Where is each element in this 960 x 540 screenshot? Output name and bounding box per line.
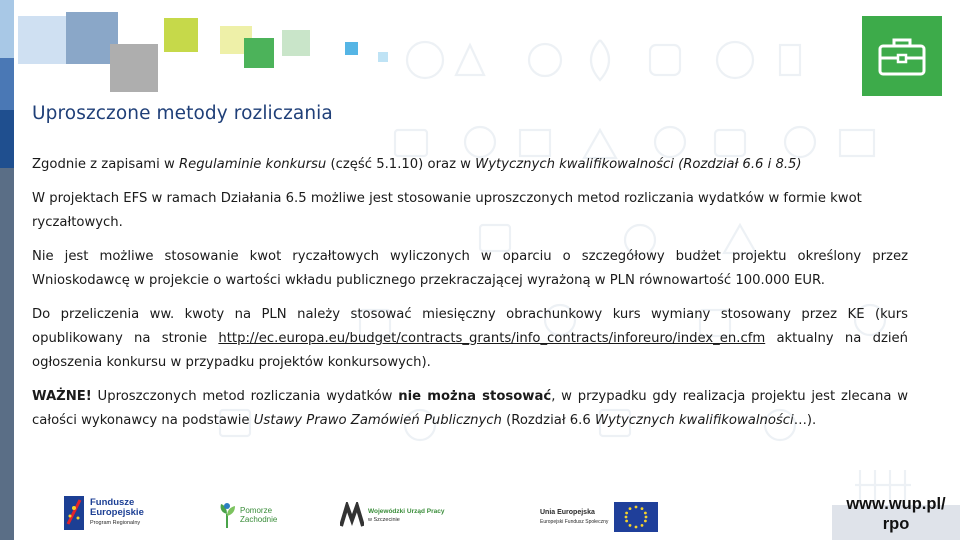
- logo-pomorze-zachodnie: [216, 500, 277, 530]
- briefcase-icon: [876, 34, 928, 78]
- paragraph-efs-methods: W projektach EFS w ramach Działania 6.5 możliwe jest stosowanie uproszczonych metod rozliczania wydatków w formie kwot ryczałtowych.: [32, 191, 862, 230]
- left-color-strip: [0, 0, 14, 540]
- url-line1: www.wup.pl/: [846, 495, 946, 513]
- deco-square-6: [244, 38, 274, 68]
- p4-text-b: aktualny na dzień ogłoszenia konkursu w przypadku projektów konkursowych).: [32, 331, 908, 370]
- paragraph-budget-limit: Nie jest możliwe stosowanie kwot ryczałtowych wyliczonych w oparciu o szczegółowy budżet projektu określony przez Wnioskodawcę w projekcie o wartości wkładu publicznego przekraczającej wyrażoną w PLN równowartość 100.000 EUR.: [32, 249, 908, 288]
- header-icon-box: [862, 16, 942, 96]
- p1-text-c: (część 5.1.10) oraz w: [326, 157, 476, 172]
- p5-text-g: Wytycznych kwalifikowalności: [594, 413, 794, 428]
- paragraph-exchange-rate: [32, 303, 908, 375]
- page-title: Uproszczone metody rozliczania: [32, 103, 333, 124]
- p1-text-b: Regulaminie konkursu: [178, 157, 327, 172]
- main-content: [32, 153, 908, 443]
- url-line2: rpo: [882, 515, 910, 533]
- deco-square-9: [378, 52, 388, 62]
- p5-text-e: Ustawy Prawo Zamówień Publicznych: [253, 413, 502, 428]
- p1-text-a: Zgodnie z zapisami w: [32, 157, 179, 172]
- deco-square-4: [164, 18, 198, 52]
- logo-fundusze-europejskie: [64, 494, 144, 532]
- important-label: WAŻNE!: [32, 389, 92, 404]
- eu-flag-icon: [614, 502, 658, 532]
- deco-square-7: [282, 30, 310, 56]
- fe-star-icon: [64, 494, 86, 532]
- wup-line1: Wojewódzki Urząd Pracy: [368, 507, 445, 515]
- paragraph-regulations: [32, 153, 908, 177]
- p5-text-b: Uproszczonych metod rozliczania wydatków: [91, 389, 399, 404]
- fe-line2: Europejskie: [90, 507, 144, 518]
- pomorze-flower-icon: [216, 500, 238, 530]
- p1-text-d: Wytycznych kwalifikowalności (Rozdział 6.6 i 8.5): [475, 157, 802, 172]
- ue-line1: Unia Europejska: [540, 508, 595, 516]
- logo-wup-szczecin: [340, 502, 444, 528]
- p4-text-a: Do przeliczenia ww. kwoty na PLN należy stosować miesięczny obrachunkowy kurs wymiany stosowany przez KE (kurs opublikowany na stronie: [32, 307, 908, 346]
- ue-line2: Europejski Fundusz Społeczny: [540, 518, 609, 525]
- inforeuro-link[interactable]: http://ec.europa.eu/budget/contracts_grants/info_contracts/inforeuro/index_en.cfm: [218, 331, 766, 346]
- fe-line3: Program Regionalny: [90, 520, 141, 526]
- wup-line2: w Szczecinie: [368, 516, 400, 523]
- p5-text-d: , w przypadku gdy realizacja projektu jest zlecana w całości wykonawcy na podstawie: [32, 389, 908, 428]
- pomorze-line1: Pomorze: [240, 506, 273, 515]
- wup-logo-icon: [340, 502, 364, 528]
- deco-square-8: [345, 42, 358, 55]
- pomorze-line2: Zachodnie: [240, 515, 278, 524]
- p5-text-f: (Rozdział 6.6: [501, 413, 595, 428]
- paragraph-important: [32, 385, 908, 433]
- logo-unia-europejska: [540, 502, 658, 532]
- website-url[interactable]: [838, 494, 954, 534]
- p5-text-h: …).: [793, 413, 817, 428]
- p5-text-c: nie można stosować: [398, 389, 552, 404]
- fe-line1: Fundusze: [90, 497, 135, 508]
- deco-square-3: [110, 44, 158, 92]
- deco-square-1: [18, 16, 66, 64]
